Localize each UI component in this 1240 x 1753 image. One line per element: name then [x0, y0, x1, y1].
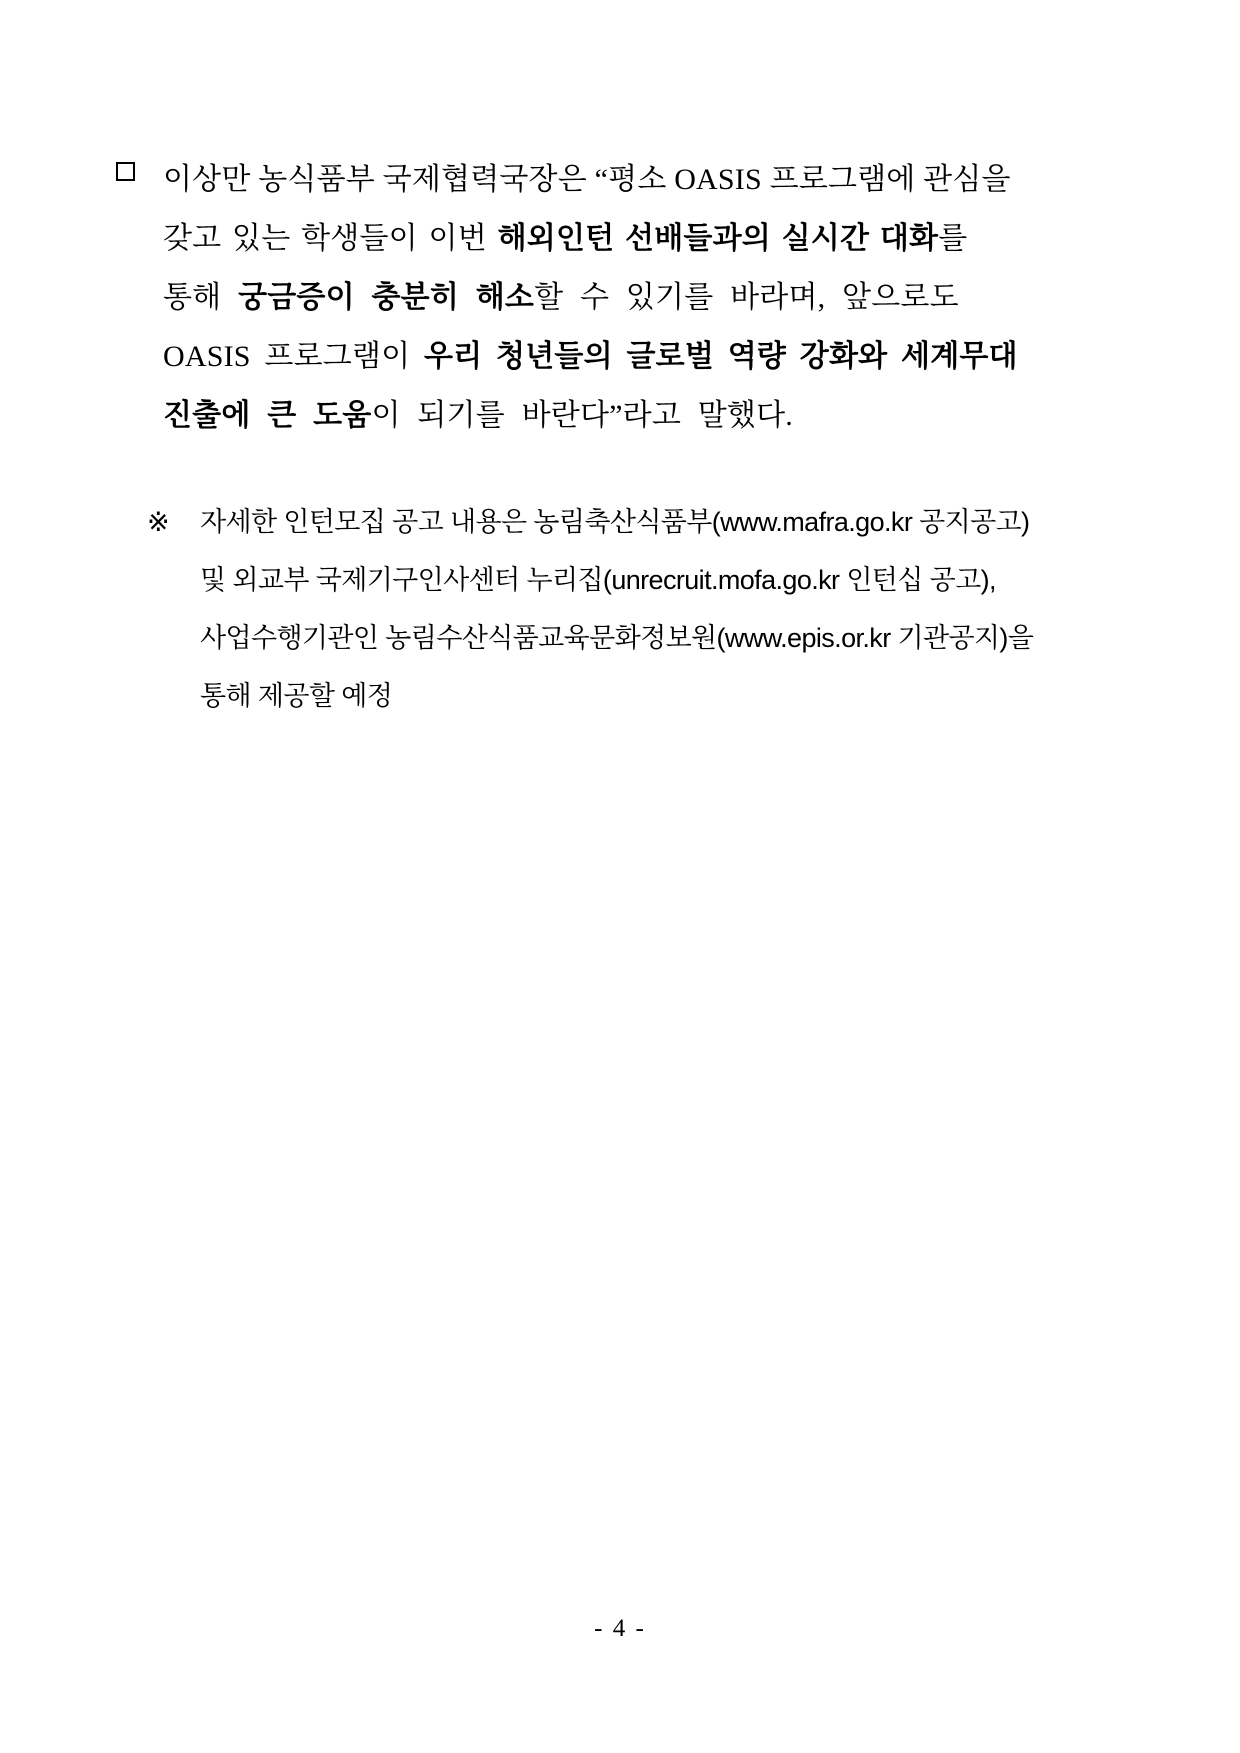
quote-run-bold: 해외인턴 선배들과의 실시간 대화	[497, 222, 939, 255]
quote-run-bold: 우리 청년들의 글로벌 역량 강화와 세계무대	[424, 340, 1018, 373]
quote-run: 이상만 농식품부 국제협력국장은 “평소 OASIS 프로그램에 관심을	[163, 163, 1011, 196]
quote-paragraph	[115, 150, 1125, 445]
quote-line-3	[163, 268, 1125, 327]
quote-line-1	[163, 150, 1125, 209]
quote-run: 통해	[163, 281, 239, 314]
quote-line-4	[163, 327, 1125, 386]
page-number: - 4 -	[594, 1615, 646, 1642]
note-line-1: 자세한 인턴모집 공고 내용은 농림축산식품부(www.mafra.go.kr 공지공고)	[200, 507, 1030, 537]
quote-line-2	[163, 209, 1125, 268]
quote-run: 이 되기를 바란다”라고 말했다.	[371, 399, 793, 432]
note-block	[115, 493, 1125, 725]
quote-run: 갖고 있는 학생들이 이번	[163, 222, 498, 255]
quote-run: 를	[938, 222, 968, 255]
square-bullet-icon	[116, 162, 135, 181]
note-line-4: 통해 제공할 예정	[200, 681, 393, 711]
note-line-3: 사업수행기관인 농림수산식품교육문화정보원(www.epis.or.kr 기관공지)을	[200, 623, 1034, 653]
quote-line-5	[163, 386, 1125, 445]
quote-run-bold: 진출에 큰 도움	[163, 399, 372, 432]
quote-run-bold: 궁금증이 충분히 해소	[238, 281, 535, 314]
note-line-2: 및 외교부 국제기구인사센터 누리집(unrecruit.mofa.go.kr 인턴십 공고),	[200, 565, 996, 595]
reference-mark: ※	[147, 507, 170, 537]
quote-run: 할 수 있기를 바라며, 앞으로도	[534, 281, 959, 314]
quote-run: OASIS 프로그램이	[163, 340, 424, 373]
